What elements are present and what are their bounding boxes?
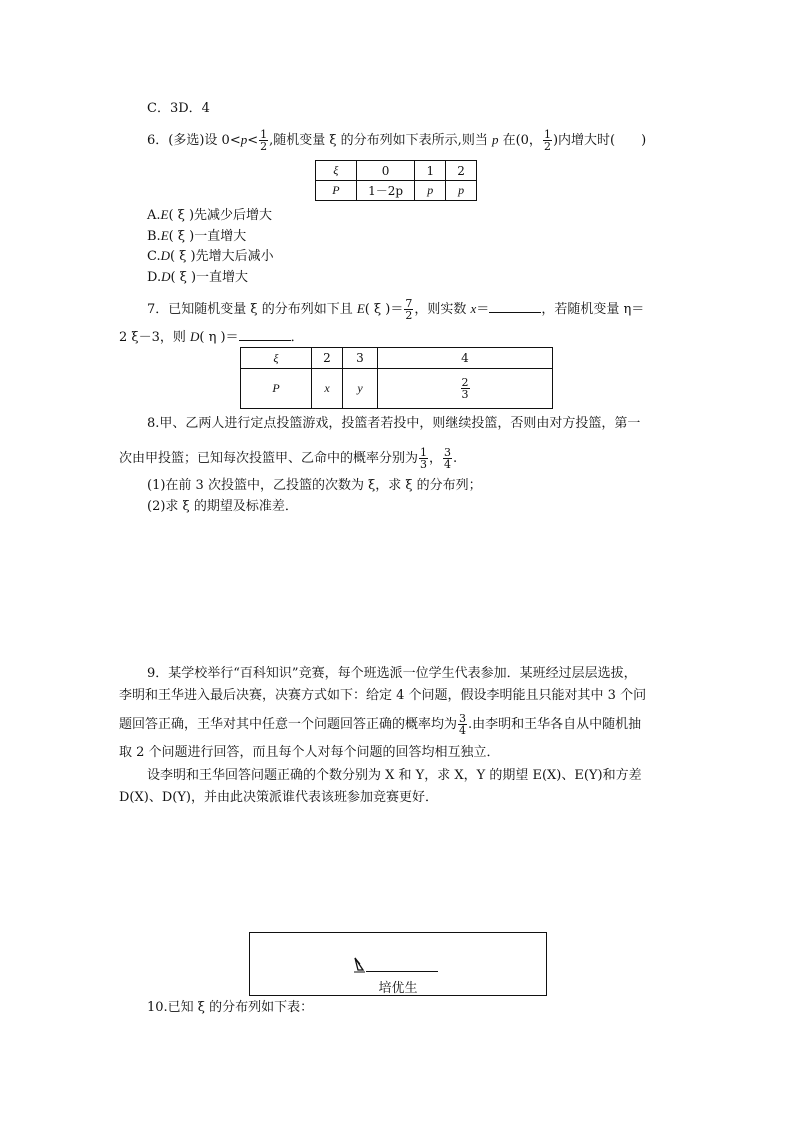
q6-c-label: C. <box>147 249 161 264</box>
q9-fraction-3-4 <box>458 713 467 736</box>
q6-half2-den: 2 <box>543 140 551 153</box>
q10-stem: 10.已知 ξ 的分布列如下表： <box>147 1000 314 1015</box>
q6-in-text: 在(0， <box>498 133 542 148</box>
q6-option-b <box>147 228 246 245</box>
q6-distribution-table <box>315 160 477 201</box>
q6-fraction-half <box>259 129 268 152</box>
pen-icon <box>351 955 371 975</box>
section-banner-box <box>249 932 547 996</box>
q6-option-c <box>147 248 274 265</box>
q6-var-p: p <box>240 132 248 147</box>
q7-x: x <box>470 301 477 316</box>
q8-fraction-1-3 <box>419 447 428 470</box>
q7-stem-line1 <box>147 298 644 321</box>
q7-frac-den: 2 <box>405 309 413 322</box>
q8-f2-den: 4 <box>444 458 452 471</box>
q8-line2 <box>119 447 457 470</box>
q6-b-label: B. <box>147 229 161 244</box>
q6-d-text: ( ξ )一直增大 <box>170 270 249 285</box>
q6-a-text: ( ξ )先减少后增大 <box>168 208 273 223</box>
q7-line2-pre: 2 ξ－3，则 <box>119 330 190 345</box>
q7-eq: ( ξ )＝ <box>364 302 404 317</box>
q7-prefix: 7．已知随机变量 ξ 的分布列如下且 <box>147 302 357 317</box>
q9-line6: D(X)、D(Y)，并由此决策派谁代表该班参加竞赛更好． <box>119 790 438 805</box>
q6-c-text: ( ξ )先增大后减小 <box>170 249 274 264</box>
q8-sub2: (2)求 ξ 的期望及标准差． <box>147 499 298 514</box>
q6-half2-num: 1 <box>543 128 551 141</box>
q9-line4: 取 2 个问题进行回答，而且每个人对每个问题的回答均相互独立． <box>119 745 500 760</box>
q7-blank-x[interactable] <box>489 300 541 313</box>
q6-suffix: )内增大时( ) <box>552 133 647 148</box>
q6-cell-0: 0 <box>356 161 415 181</box>
q7-stem-line2 <box>119 328 304 346</box>
q5-options-tail: C．3D．4 <box>147 101 210 116</box>
q7-cell-P: P <box>241 369 312 409</box>
q6-d-label: D. <box>147 270 162 285</box>
q6-fraction-half-2 <box>543 129 552 152</box>
q7-cell-y: y <box>343 369 378 409</box>
q7-D: D <box>189 329 200 344</box>
q7-fraction <box>404 298 413 321</box>
q8-f2-num: 3 <box>444 446 452 459</box>
banner-label: 培优生 <box>378 981 418 996</box>
q7-cell-2: 2 <box>312 348 343 369</box>
q8-f1-num: 1 <box>420 446 428 459</box>
q8-end: . <box>453 451 458 466</box>
q6-b-text: ( ξ )一直增大 <box>168 229 247 244</box>
q9-f-num: 3 <box>459 712 467 725</box>
q8-line1: 8.甲、乙两人进行定点投篮游戏，投篮者若投中，则继续投篮，否则由对方投篮，第一 <box>147 416 641 431</box>
q9-f-den: 4 <box>459 724 467 737</box>
q7-cell-two-thirds <box>378 369 553 409</box>
q6-cell-1-2p: 1－2p <box>356 181 415 201</box>
q8-line2-pre: 次由甲投篮；已知每次投篮甲、乙命中的概率分别为 <box>119 451 419 466</box>
q7-cell-3: 3 <box>343 348 378 369</box>
q9-line3 <box>119 713 641 736</box>
q7-eq2: ＝ <box>476 302 490 317</box>
q6-a-E: E <box>160 207 169 222</box>
q7-line2-end: ． <box>290 330 304 345</box>
q9-line3-post: .由李明和王华各自从中随机抽 <box>468 717 642 732</box>
q6-half-num: 1 <box>260 128 268 141</box>
q6-var-p2: p <box>491 132 499 147</box>
q9-line3-pre: 题回答正确，王华对其中任意一个问题回答正确的概率均为 <box>119 717 458 732</box>
q6-c-D: D <box>160 248 171 263</box>
q8-fraction-3-4 <box>443 447 452 470</box>
q8-sub1: (1)在前 3 次投篮中，乙投篮的次数为 ξ，求 ξ 的分布列； <box>147 478 482 493</box>
q6-a-label: A. <box>147 208 161 223</box>
q6-prefix: 6．(多选)设 0< <box>147 133 241 148</box>
banner-underline <box>366 971 438 972</box>
q8-comma: ， <box>429 451 443 466</box>
q6-b-E: E <box>160 228 169 243</box>
q6-cell-1: 1 <box>415 161 446 181</box>
q7-E: E <box>356 301 365 316</box>
q6-option-d <box>147 269 248 286</box>
q7-tt-den: 3 <box>461 388 469 401</box>
q7-cell-xi: ξ <box>241 348 312 369</box>
q6-cell-p-b: p <box>446 181 477 201</box>
q7-distribution-table <box>240 347 553 409</box>
q6-stem <box>147 129 646 152</box>
q8-f1-den: 3 <box>420 458 428 471</box>
q6-cell-p-a: p <box>415 181 446 201</box>
q6-d-D: D <box>161 269 171 284</box>
q9-line1: 9．某学校举行“百科知识”竞赛，每个班选派一位学生代表参加．某班经过层层选拔， <box>147 666 637 681</box>
q6-cell-xi: ξ <box>316 161 357 181</box>
q7-mid: ，则实数 <box>414 302 471 317</box>
q7-two-thirds-fraction <box>461 377 470 400</box>
q9-line5: 设李明和王华回答问题正确的个数分别为 X 和 Y，求 X，Y 的期望 E(X)、E(Y)和方差 <box>147 768 642 783</box>
q6-half-den: 2 <box>260 140 268 153</box>
q7-blank-D[interactable] <box>239 328 291 341</box>
q7-frac-num: 7 <box>405 297 413 310</box>
q7-tt-num: 2 <box>461 376 469 389</box>
q7-cell-4: 4 <box>378 348 553 369</box>
q6-lt: < <box>247 133 259 148</box>
q6-cell-2: 2 <box>446 161 477 181</box>
q7-after-blank1: ，若随机变量 η＝ <box>541 302 645 317</box>
q9-line2: 李明和王华进入最后决赛，决赛方式如下：给定 4 个问题，假设李明能且只能对其中 3 个问 <box>119 688 647 703</box>
q7-cell-x: x <box>312 369 343 409</box>
q6-mid: ,随机变量 ξ 的分布列如下表所示,则当 <box>269 133 492 148</box>
q7-line2-mid: ( η )＝ <box>199 330 239 345</box>
q6-cell-P: P <box>316 181 357 201</box>
q6-option-a <box>147 207 272 224</box>
